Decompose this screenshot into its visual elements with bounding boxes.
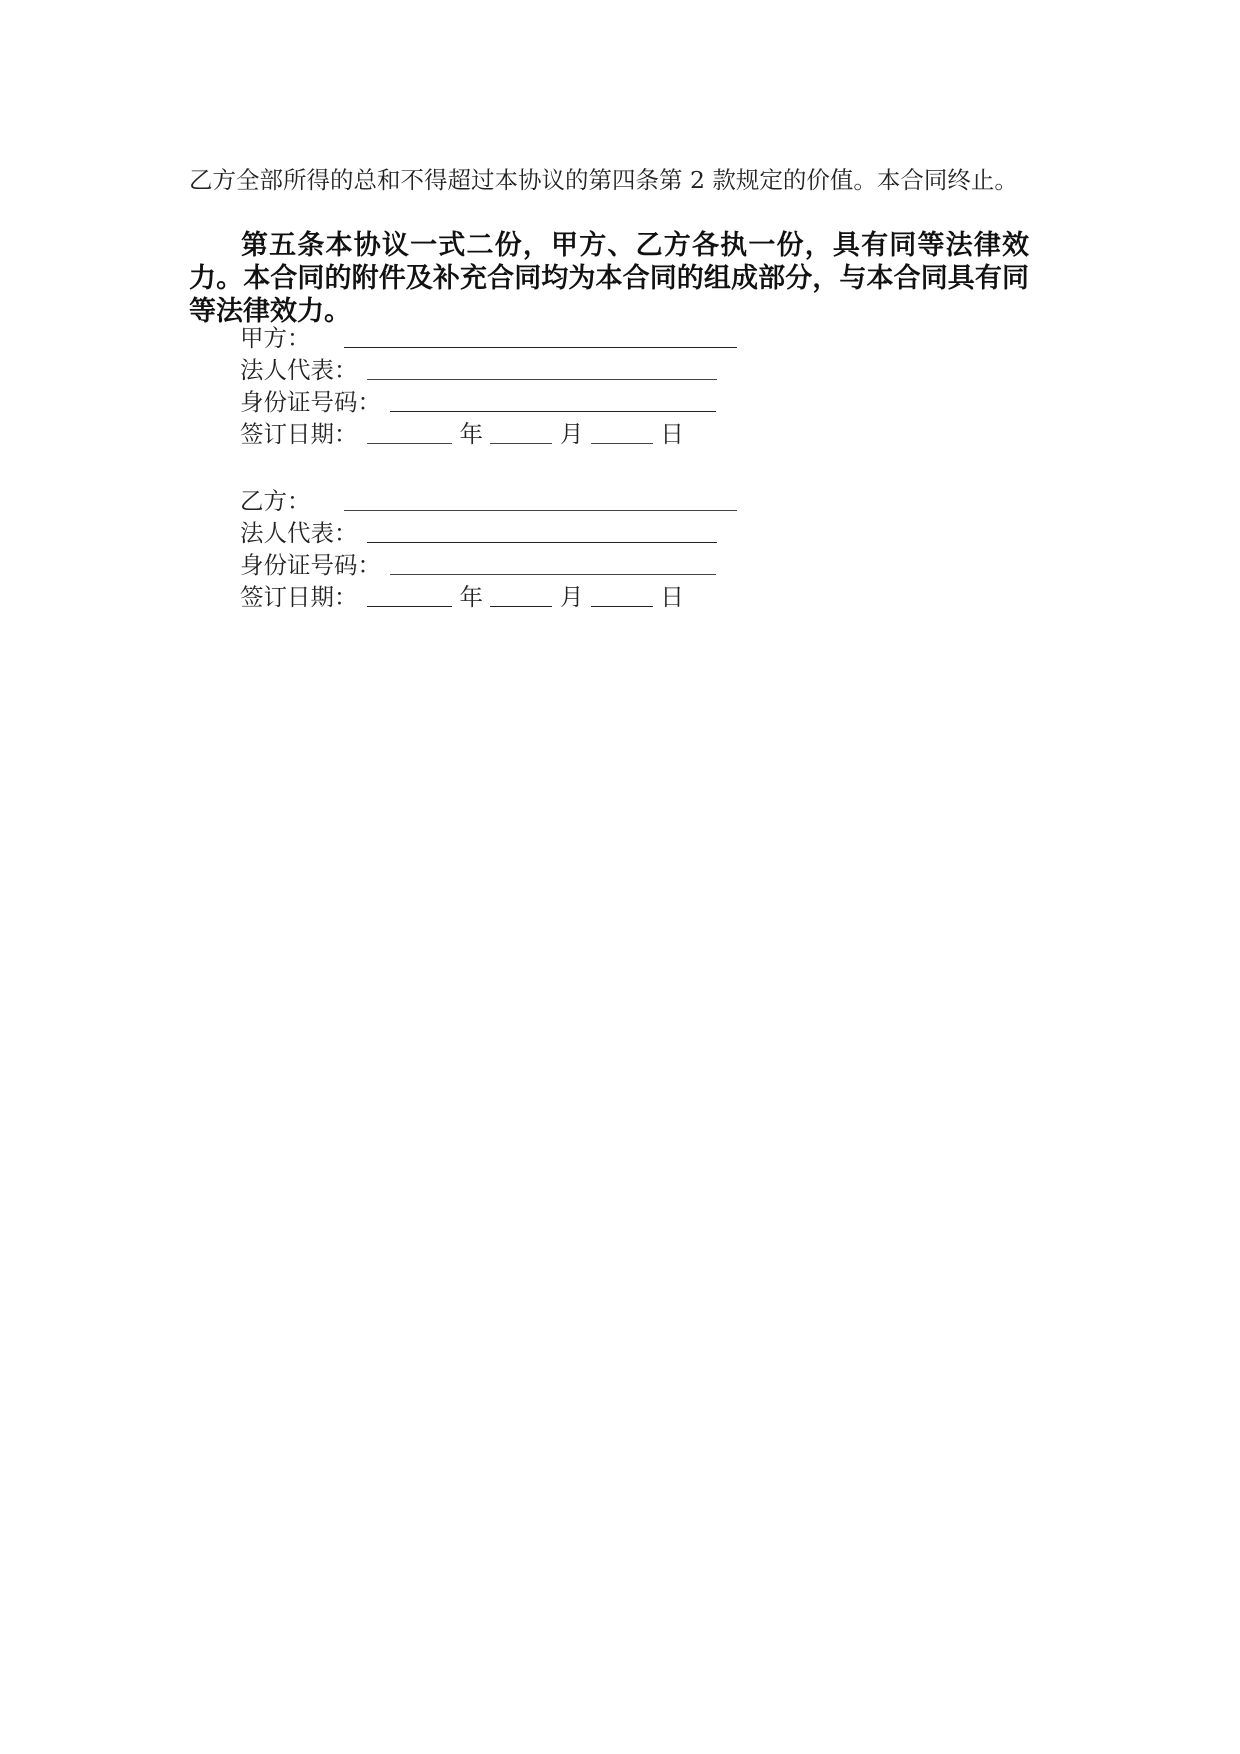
party-a-day-field[interactable] bbox=[591, 421, 653, 444]
party-a-row bbox=[240, 323, 737, 355]
party-a-day-label: 日 bbox=[660, 420, 684, 448]
party-a-rep-row bbox=[240, 355, 737, 387]
party-b-month-field[interactable] bbox=[490, 584, 552, 607]
party-b-date-label: 签订日期： bbox=[240, 583, 358, 611]
party-b-day-label: 日 bbox=[660, 583, 684, 611]
party-b-year-label: 年 bbox=[459, 583, 483, 611]
party-a-rep-field[interactable] bbox=[367, 357, 717, 380]
party-a-name-field[interactable] bbox=[344, 325, 737, 348]
party-b-row bbox=[240, 486, 737, 518]
party-a-month-label: 月 bbox=[559, 420, 584, 448]
party-b-date-row bbox=[240, 582, 737, 614]
party-b-month-label: 月 bbox=[559, 583, 584, 611]
party-a-year-label: 年 bbox=[459, 420, 483, 448]
party-a-date-label: 签订日期： bbox=[240, 420, 358, 448]
paragraph-article-five: 第五条本协议一式二份，甲方、乙方各执一份，具有同等法律效力。本合同的附件及补充合同均为本合同的组成部分，与本合同具有同等法律效力。 bbox=[189, 230, 1029, 327]
party-b-rep-field[interactable] bbox=[367, 520, 717, 543]
party-a-label: 甲方： bbox=[240, 324, 311, 352]
party-b-rep-label: 法人代表： bbox=[240, 519, 358, 547]
party-b-id-row bbox=[240, 550, 737, 582]
party-b-label: 乙方： bbox=[240, 487, 311, 515]
party-b-name-field[interactable] bbox=[344, 488, 737, 511]
party-a-id-field[interactable] bbox=[390, 389, 716, 412]
party-b-rep-row bbox=[240, 518, 737, 550]
party-b-signature-block bbox=[240, 486, 737, 614]
party-a-date-row bbox=[240, 419, 737, 451]
paragraph-payment-limit: 乙方全部所得的总和不得超过本协议的第四条第 2 款规定的价值。本合同终止。 bbox=[189, 166, 1018, 194]
party-a-id-row bbox=[240, 387, 737, 419]
party-b-id-field[interactable] bbox=[390, 552, 716, 575]
party-a-month-field[interactable] bbox=[490, 421, 552, 444]
party-b-id-label: 身份证号码： bbox=[240, 551, 381, 579]
party-a-id-label: 身份证号码： bbox=[240, 388, 381, 416]
party-b-year-field[interactable] bbox=[367, 584, 452, 607]
party-a-signature-block bbox=[240, 323, 737, 451]
party-b-day-field[interactable] bbox=[591, 584, 653, 607]
party-a-year-field[interactable] bbox=[367, 421, 452, 444]
party-a-rep-label: 法人代表： bbox=[240, 356, 358, 384]
